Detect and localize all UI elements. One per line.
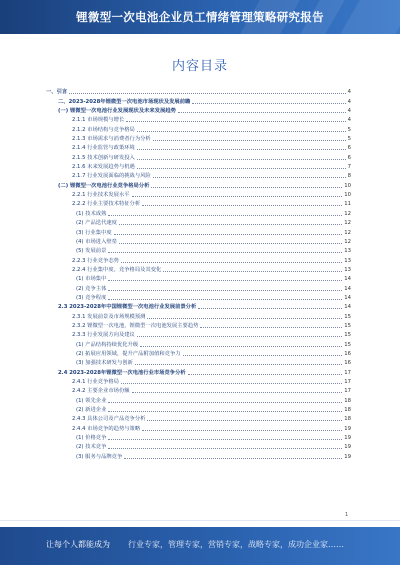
toc-entry[interactable] bbox=[46, 226, 351, 235]
toc-entry-label: 2.4.3 具体公司及产品竞争分析 bbox=[72, 416, 146, 423]
toc-entry[interactable] bbox=[46, 376, 351, 385]
toc-leader-dots bbox=[135, 363, 342, 365]
toc-heading: 内容目录 bbox=[171, 59, 228, 74]
toc-entry-page: 4 bbox=[347, 98, 351, 105]
toc-entry-page: 4 bbox=[347, 89, 351, 96]
toc-entry-page: 6 bbox=[347, 154, 351, 161]
toc-entry[interactable] bbox=[46, 86, 351, 95]
footer-divider bbox=[0, 520, 400, 521]
toc-leader-dots bbox=[108, 279, 342, 281]
toc-entry-page: 15 bbox=[344, 313, 351, 320]
toc-leader-dots bbox=[142, 429, 342, 431]
toc-entry[interactable] bbox=[46, 329, 351, 338]
toc-entry[interactable] bbox=[46, 207, 351, 216]
toc-entry[interactable] bbox=[46, 338, 351, 347]
toc-entry[interactable] bbox=[46, 245, 351, 254]
toc-entry-page: 15 bbox=[344, 332, 351, 339]
toc-leader-dots bbox=[140, 345, 342, 347]
toc-entry-page: 18 bbox=[344, 397, 351, 404]
toc-leader-dots bbox=[121, 261, 342, 263]
toc-entry-page: 19 bbox=[344, 444, 351, 451]
toc-entry-page: 19 bbox=[344, 425, 351, 432]
toc-leader-dots bbox=[132, 391, 343, 393]
toc-leader-dots bbox=[178, 111, 346, 113]
toc-entry-label: 一、引言 bbox=[46, 89, 68, 96]
toc-entry-page: 8 bbox=[347, 173, 351, 180]
toc-entry-page: 14 bbox=[344, 304, 351, 311]
toc-entry[interactable] bbox=[46, 310, 351, 319]
toc-leader-dots bbox=[188, 373, 343, 375]
toc-leader-dots bbox=[114, 233, 343, 235]
toc-entry-label: (2) 拓展应用领域，提升产品附加值和竞争力 bbox=[76, 350, 181, 357]
toc-leader-dots bbox=[108, 438, 342, 440]
toc-leader-dots bbox=[108, 401, 342, 403]
table-of-contents bbox=[46, 86, 351, 460]
toc-entry[interactable] bbox=[46, 189, 351, 198]
toc-entry[interactable] bbox=[46, 357, 351, 366]
toc-entry[interactable] bbox=[46, 292, 351, 301]
toc-leader-dots bbox=[108, 447, 342, 449]
toc-entry-page: 4 bbox=[347, 117, 351, 124]
toc-entry-label: (4) 市场进入壁垒 bbox=[76, 238, 117, 245]
toc-entry-label: 2.1.4 行业监管与政策环境 bbox=[72, 145, 135, 152]
toc-entry-page: 18 bbox=[344, 407, 351, 414]
toc-entry[interactable] bbox=[46, 385, 351, 394]
toc-entry[interactable] bbox=[46, 114, 351, 123]
toc-entry-page: 16 bbox=[344, 360, 351, 367]
toc-entry-page: 15 bbox=[344, 341, 351, 348]
toc-entry-page: 15 bbox=[344, 322, 351, 329]
toc-leader-dots bbox=[137, 158, 346, 160]
toc-leader-dots bbox=[153, 139, 346, 141]
toc-leader-dots bbox=[192, 102, 345, 104]
toc-leader-dots bbox=[147, 317, 342, 319]
toc-entry[interactable] bbox=[46, 151, 351, 160]
toc-entry-page: 10 bbox=[344, 182, 351, 189]
toc-entry-label: 二、2023-2028年锂微型一次电池市场现状及发展前瞻 bbox=[58, 98, 191, 105]
toc-leader-dots bbox=[124, 457, 342, 459]
footer-banner bbox=[0, 527, 400, 565]
toc-leader-dots bbox=[108, 214, 342, 216]
toc-leader-dots bbox=[126, 120, 345, 122]
toc-entry[interactable] bbox=[46, 432, 351, 441]
toc-entry-label: 2.2.4 行业集中度、竞争格局及其变化 bbox=[72, 266, 162, 273]
toc-entry-label: (5) 发展前景 bbox=[76, 248, 107, 255]
toc-entry-page: 6 bbox=[347, 145, 351, 152]
toc-entry-label: (3) 服务与品牌竞争 bbox=[76, 453, 123, 460]
toc-leader-dots bbox=[137, 148, 346, 150]
toc-entry-label: (2) 新进企业 bbox=[76, 407, 107, 414]
footer-slogan: 让每个人都能成为 bbox=[46, 540, 110, 549]
header-banner bbox=[0, 0, 400, 34]
toc-entry-page: 13 bbox=[344, 266, 351, 273]
toc-entry-label: (一) 锂微型一次电池行业发展现状及未来发展趋势 bbox=[58, 108, 176, 115]
toc-entry[interactable] bbox=[46, 422, 351, 431]
toc-entry[interactable] bbox=[46, 264, 351, 273]
toc-leader-dots bbox=[147, 419, 342, 421]
toc-entry-page: 13 bbox=[344, 257, 351, 264]
toc-entry-label: 2.2.1 行业技术发展水平 bbox=[72, 192, 130, 199]
toc-leader-dots bbox=[119, 242, 342, 244]
toc-entry-label: 2.3.3 行业发展方向及建议 bbox=[72, 332, 135, 339]
toc-entry[interactable] bbox=[46, 217, 351, 226]
toc-entry-label: 2.1.1 市场规模与增长 bbox=[72, 117, 125, 124]
toc-entry-label: (2) 竞争主体 bbox=[76, 285, 107, 292]
toc-leader-dots bbox=[153, 176, 346, 178]
toc-entry-label: 2.1.5 技术创新与研发投入 bbox=[72, 154, 135, 161]
toc-entry-label: 2.1.2 市场结构与竞争格局 bbox=[72, 126, 135, 133]
toc-entry[interactable] bbox=[46, 170, 351, 179]
toc-entry-label: (3) 加强技术研发与创新 bbox=[76, 360, 133, 367]
toc-entry-label: (1) 领先企业 bbox=[76, 397, 107, 404]
toc-entry[interactable] bbox=[46, 320, 351, 329]
toc-leader-dots bbox=[183, 354, 343, 356]
toc-entry-label: 2.4.1 行业竞争格局 bbox=[72, 379, 119, 385]
toc-entry[interactable] bbox=[46, 105, 351, 114]
toc-entry-page: 18 bbox=[344, 416, 351, 423]
toc-entry-label: (3) 行业集中度 bbox=[76, 229, 112, 236]
toc-entry-label: (2) 产品迭代速度 bbox=[76, 220, 117, 227]
toc-leader-dots bbox=[108, 251, 342, 253]
toc-leader-dots bbox=[151, 186, 342, 188]
toc-entry-label: (3) 竞争程度 bbox=[76, 294, 107, 301]
toc-entry[interactable] bbox=[46, 123, 351, 132]
toc-entry-page: 7 bbox=[347, 164, 351, 171]
toc-entry[interactable] bbox=[46, 142, 351, 151]
toc-leader-dots bbox=[132, 195, 343, 197]
toc-entry-label: (2) 技术竞争 bbox=[76, 444, 107, 451]
toc-entry-page: 19 bbox=[344, 453, 351, 460]
toc-entry-page: 17 bbox=[344, 369, 351, 376]
toc-leader-dots bbox=[119, 223, 342, 225]
toc-entry-label: 2.1.3 市场需求与消费者行为分析 bbox=[72, 136, 151, 143]
toc-entry-page: 17 bbox=[344, 379, 351, 385]
toc-leader-dots bbox=[121, 382, 342, 384]
toc-entry[interactable] bbox=[46, 404, 351, 413]
toc-entry-label: 2.1.6 未来发展趋势与机遇 bbox=[72, 164, 135, 171]
toc-entry-label: (1) 价格竞争 bbox=[76, 435, 107, 442]
toc-leader-dots bbox=[137, 335, 342, 337]
toc-leader-dots bbox=[108, 298, 342, 300]
toc-entry[interactable] bbox=[46, 273, 351, 282]
toc-leader-dots bbox=[200, 326, 342, 328]
toc-entry-label: (1) 市场集中 bbox=[76, 276, 107, 283]
report-title: 锂微型一次电池企业员工情绪管理策略研究报告 bbox=[76, 10, 324, 24]
toc-entry-page: 5 bbox=[347, 136, 351, 143]
toc-entry-page: 12 bbox=[344, 220, 351, 227]
toc-entry-label: (二) 锂微型一次电池行业竞争格局分析 bbox=[58, 182, 150, 189]
page-number: 1 bbox=[345, 512, 349, 518]
toc-entry[interactable] bbox=[46, 301, 351, 310]
toc-leader-dots bbox=[163, 270, 342, 272]
toc-entry-page: 12 bbox=[344, 210, 351, 217]
toc-entry[interactable] bbox=[46, 394, 351, 403]
toc-leader-dots bbox=[137, 130, 346, 132]
toc-entry[interactable] bbox=[46, 254, 351, 263]
toc-entry-page: 12 bbox=[344, 229, 351, 236]
toc-entry[interactable] bbox=[46, 198, 351, 207]
toc-entry-label: 2.4.2 主要企业市场份额 bbox=[72, 388, 130, 395]
toc-entry-label: 2.1.7 行业发展面临的挑战与风险 bbox=[72, 173, 151, 180]
toc-leader-dots bbox=[137, 167, 346, 169]
toc-leader-dots bbox=[108, 289, 342, 291]
toc-entry[interactable] bbox=[46, 441, 351, 450]
toc-entry[interactable] bbox=[46, 161, 351, 170]
toc-entry[interactable] bbox=[46, 348, 351, 357]
toc-entry[interactable] bbox=[46, 236, 351, 245]
toc-entry-page: 13 bbox=[344, 248, 351, 255]
toc-entry-page: 4 bbox=[347, 108, 351, 115]
toc-entry-page: 14 bbox=[344, 276, 351, 283]
toc-leader-dots bbox=[69, 92, 345, 94]
toc-entry-page: 11 bbox=[344, 201, 351, 208]
toc-entry-page: 14 bbox=[344, 285, 351, 292]
toc-entry-label: 2.4 2023-2028年锂微型一次电池行业市场竞争分析 bbox=[58, 369, 186, 376]
toc-entry-label: 2.4.4 市场竞争的趋势与策略 bbox=[72, 425, 141, 432]
toc-entry[interactable] bbox=[46, 179, 351, 188]
toc-entry[interactable] bbox=[46, 282, 351, 291]
toc-entry-page: 19 bbox=[344, 435, 351, 442]
toc-entry-label: 2.3.2 锂微型一次电池，锂微型一次电池发展主要趋势 bbox=[72, 322, 199, 329]
toc-entry-label: 2.3 2023-2028年中国锂微型一次电池行业发展前景分析 bbox=[58, 304, 197, 311]
toc-entry-label: 2.3.1 发展前景及市场规模预测 bbox=[72, 313, 146, 320]
toc-entry-page: 10 bbox=[344, 192, 351, 199]
footer-tagline: 行业专家，管理专家，营销专家，战略专家，成功企业家…… bbox=[128, 540, 344, 549]
toc-entry[interactable] bbox=[46, 450, 351, 459]
toc-leader-dots bbox=[198, 307, 342, 309]
toc-entry-label: (1) 产品结构持续优化升级 bbox=[76, 341, 139, 348]
toc-entry-label: (1) 技术成熟 bbox=[76, 210, 107, 217]
toc-leader-dots bbox=[142, 204, 342, 206]
toc-entry-label: 2.2.2 行业主要技术特征分析 bbox=[72, 201, 141, 208]
toc-entry-page: 14 bbox=[344, 294, 351, 301]
toc-entry-page: 16 bbox=[344, 350, 351, 357]
toc-entry-page: 17 bbox=[344, 388, 351, 395]
toc-entry-label: 2.2.3 行业竞争态势 bbox=[72, 257, 119, 264]
toc-entry[interactable] bbox=[46, 133, 351, 142]
toc-entry[interactable] bbox=[46, 413, 351, 422]
toc-entry-page: 5 bbox=[347, 126, 351, 133]
toc-entry-page: 12 bbox=[344, 238, 351, 245]
toc-entry[interactable] bbox=[46, 366, 351, 375]
toc-leader-dots bbox=[108, 410, 342, 412]
toc-entry[interactable] bbox=[46, 95, 351, 104]
